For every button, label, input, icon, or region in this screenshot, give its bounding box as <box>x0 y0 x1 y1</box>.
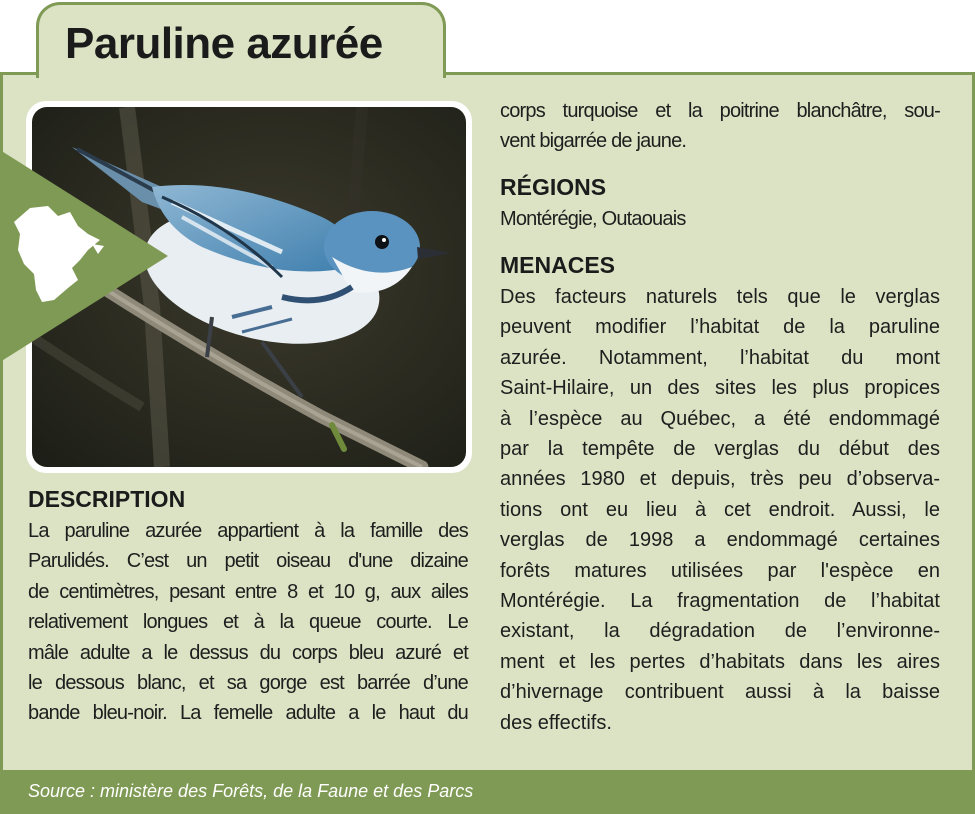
regions-heading: RÉGIONS <box>500 174 607 200</box>
page-title: Paruline azurée <box>65 19 383 68</box>
text-line: verglas de 1998 a endommagé certaines <box>500 529 940 552</box>
text-line: Parulidés. C’est un petit oiseau d'une dizaine <box>28 550 468 573</box>
text-line: le dessous blanc, et sa gorge est barrée d’une <box>28 672 468 695</box>
menaces-heading: MENACES <box>500 252 616 278</box>
text-line: tions ont eu lieu à cet endroit. Aussi, le <box>500 498 940 521</box>
source-footer <box>0 770 975 814</box>
regions-text <box>500 204 940 234</box>
text-line: La paruline azurée appartient à la famille des <box>28 520 468 542</box>
text-line: azurée. Notamment, l’habitat du mont <box>500 346 940 369</box>
text-line: relativement longues et à la queue courte. Le <box>28 611 468 634</box>
text-line: années 1980 et depuis, très peu d’observa- <box>500 468 940 491</box>
text-line: Des facteurs naturels tels que le verglas <box>500 286 940 308</box>
title-tab <box>36 2 446 78</box>
text-line: par la tempête de verglas du début des <box>500 438 940 461</box>
quebec-map-icon <box>0 150 170 362</box>
text-line: d’hivernage contribuent aussi à la baisse <box>500 681 940 704</box>
text-line: des effectifs. <box>500 711 612 734</box>
menaces-text <box>500 282 940 738</box>
description-text <box>28 516 468 729</box>
text-line: peuvent modifier l’habitat de la paruline <box>500 316 940 339</box>
source-text: Source : ministère des Forêts, de la Faune et des Parcs <box>28 781 474 801</box>
text-line: Montérégie, Outaouais <box>500 208 686 230</box>
text-line: à l’espèce au Québec, a été endommagé <box>500 407 940 430</box>
text-line: mâle adulte a le dessus du corps bleu azuré et <box>28 641 468 664</box>
text-line: Saint-Hilaire, un des sites les plus propices <box>500 377 940 400</box>
text-line: bande bleu-noir. La femelle adulte a le haut du <box>28 702 468 725</box>
text-line: ment et les pertes d’habitats dans les aires <box>500 650 940 673</box>
text-line: corps turquoise et la poitrine blanchâtre, sou- <box>500 100 940 122</box>
text-line: forêts matures utilisées par l'espèce en <box>500 559 940 582</box>
text-line: de centimètres, pesant entre 8 et 10 g, aux ailes <box>28 580 468 603</box>
text-line: Montérégie. La fragmentation de l’habitat <box>500 590 940 613</box>
text-line: existant, la dégradation de l’environne- <box>500 620 940 643</box>
description-text-continued <box>500 96 940 157</box>
text-line: vent bigarrée de jaune. <box>500 130 687 153</box>
description-heading: DESCRIPTION <box>28 486 186 512</box>
